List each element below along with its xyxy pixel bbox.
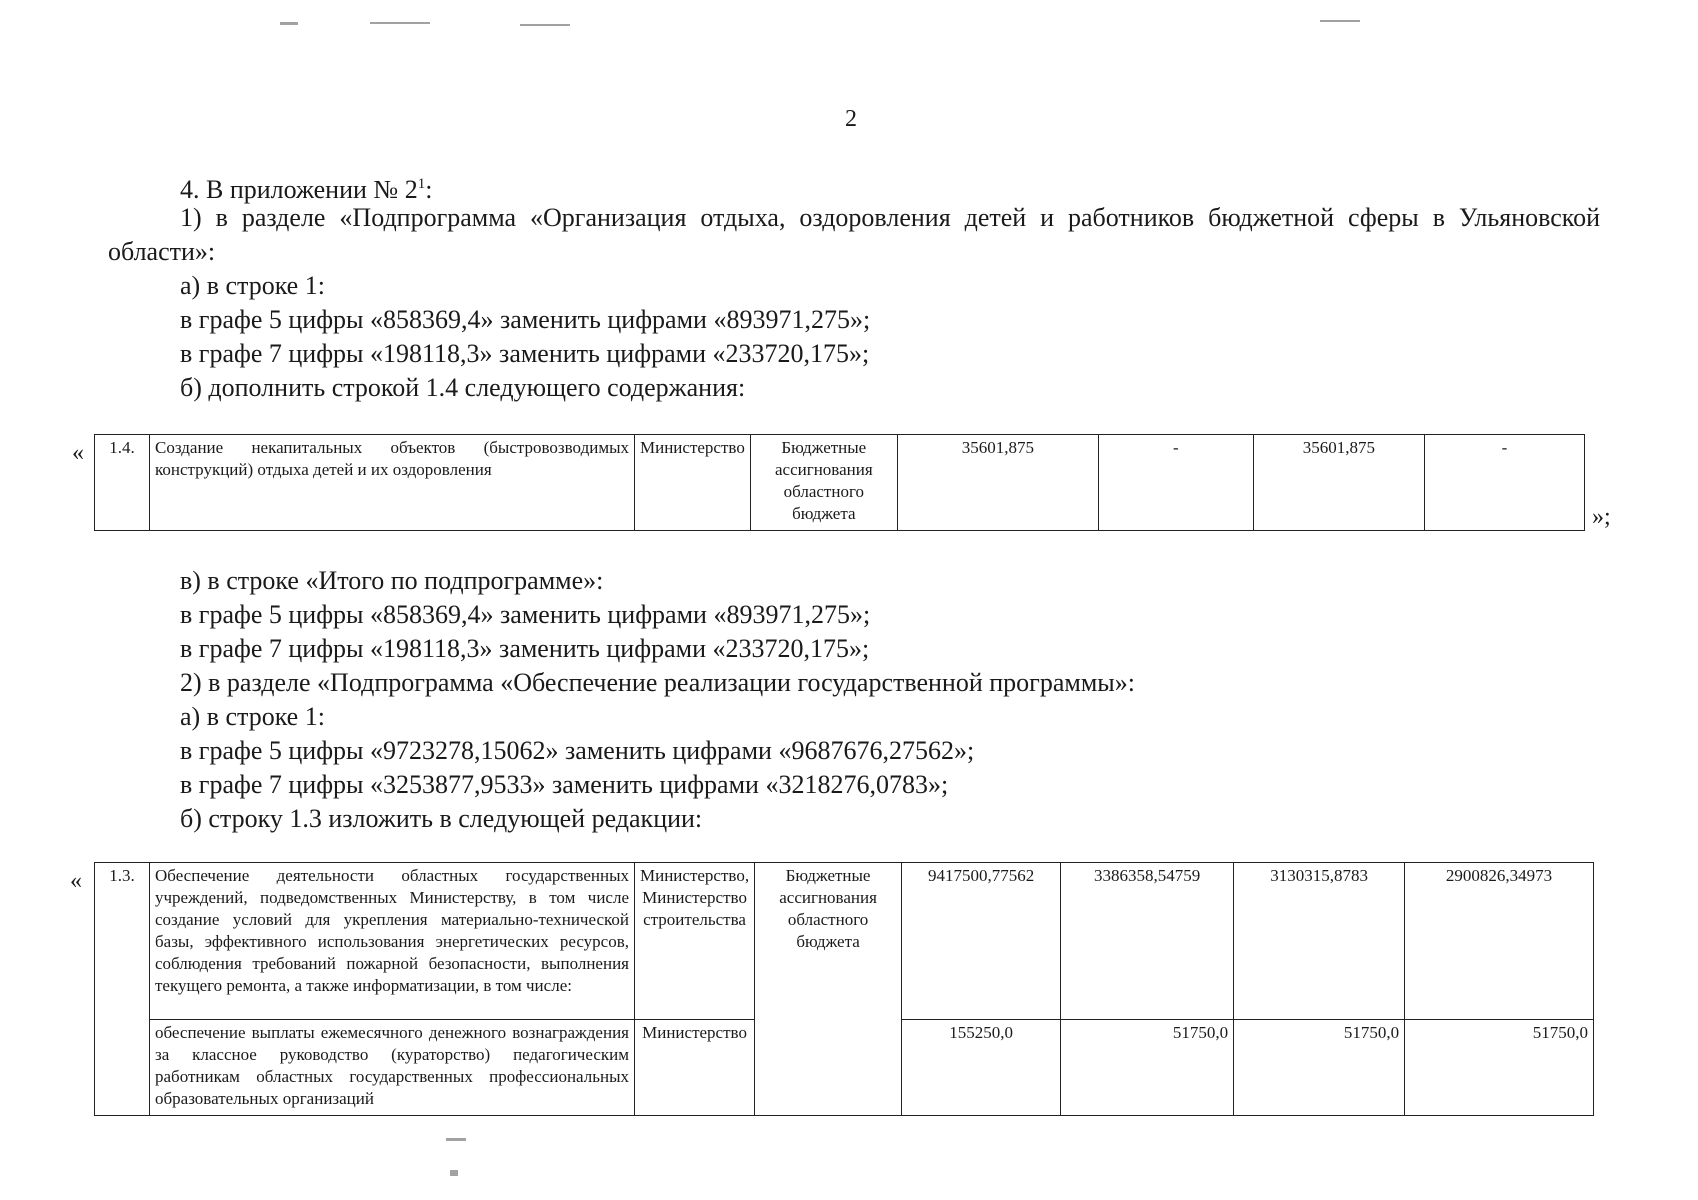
row-year1: 51750,0 <box>1061 1020 1234 1116</box>
paragraph-1a-column7: в графе 7 цифры «198118,3» заменить цифрами «233720,175»; <box>180 339 870 368</box>
row-name: Обеспечение деятельности областных государственных учреждений, подведомственных Министерству, в том числе создание условий для укрепления материально-технической базы, эффективного использования энергетических ресурсов, соблюдения требований пожарной безопасности, выполнения текущего ремонта, а также информатизации, в том числе: <box>150 863 635 1020</box>
row-year3: 51750,0 <box>1405 1020 1594 1116</box>
row-name: обеспечение выплаты ежемесячного денежного вознаграждения за классное руководство (кураторство) педагогическим работникам областных государственных профессиональных образовательных организаций <box>150 1020 635 1116</box>
row-name: Создание некапитальных объектов (быстровозводимых конструкций) отдыха детей и их оздоровления <box>150 435 635 531</box>
paragraph-2a-column5: в графе 5 цифры «9723278,15062» заменить цифрами «9687676,27562»; <box>180 736 975 765</box>
row-year2: 3130315,8783 <box>1234 863 1405 1020</box>
table-row <box>95 863 1594 1020</box>
row-source: Бюджетные ассигнования областного бюджета <box>755 863 902 1116</box>
row-executor: Министерство, Министерство строительства <box>635 863 755 1020</box>
row-executor: Министерство <box>635 435 751 531</box>
paragraph-1a-column5: в графе 5 цифры «858369,4» заменить цифрами «893971,275»; <box>180 305 871 334</box>
row-year1: 3386358,54759 <box>1061 863 1234 1020</box>
scan-artifact <box>450 1170 458 1176</box>
row-total: 35601,875 <box>897 435 1098 531</box>
row-year3: - <box>1424 435 1584 531</box>
open-quote: « <box>72 440 84 466</box>
paragraph-2: 2) в разделе «Подпрограмма «Обеспечение реализации государственной программы»: <box>180 668 1135 697</box>
table-row <box>95 435 1585 531</box>
paragraph-2a: а) в строке 1: <box>180 702 325 731</box>
row-source: Бюджетные ассигнования областного бюджета <box>750 435 897 531</box>
paragraph-v-column7: в графе 7 цифры «198118,3» заменить цифрами «233720,175»; <box>180 634 870 663</box>
row-number: 1.4. <box>95 435 150 531</box>
scan-artifact <box>520 24 570 26</box>
page-number: 2 <box>845 106 857 132</box>
row-year2: 35601,875 <box>1253 435 1424 531</box>
paragraph-v-column5: в графе 5 цифры «858369,4» заменить цифрами «893971,275»; <box>180 600 871 629</box>
superscript: 1 <box>417 176 426 192</box>
row-total: 155250,0 <box>902 1020 1061 1116</box>
row-year1: - <box>1098 435 1253 531</box>
paragraph-1: 1) в разделе «Подпрограмма «Организация отдыха, оздоровления детей и работников бюджетной сферы в Ульяновской области»: <box>108 203 1600 266</box>
table-row-1-4 <box>94 434 1585 531</box>
row-number: 1.3. <box>95 863 150 1116</box>
scan-artifact <box>1320 20 1360 22</box>
paragraph-1a: а) в строке 1: <box>180 271 325 300</box>
paragraph-1b: б) дополнить строкой 1.4 следующего содержания: <box>180 373 746 402</box>
row-year3: 2900826,34973 <box>1405 863 1594 1020</box>
close-quote: »; <box>1592 504 1611 530</box>
row-total: 9417500,77562 <box>902 863 1061 1020</box>
scan-artifact <box>280 22 298 25</box>
open-quote: « <box>70 868 82 894</box>
paragraph-2a-column7: в графе 7 цифры «3253877,9533» заменить цифрами «3218276,0783»; <box>180 770 949 799</box>
item-4-heading: 4. В приложении № $2^1$: <box>180 175 433 204</box>
paragraph-2b: б) строку 1.3 изложить в следующей редакции: <box>180 804 703 833</box>
paragraph-v: в) в строке «Итого по подпрограмме»: <box>180 566 604 595</box>
table-row-1-3 <box>94 862 1594 1116</box>
scan-artifact <box>446 1138 466 1141</box>
scan-artifact <box>370 22 430 24</box>
row-year2: 51750,0 <box>1234 1020 1405 1116</box>
row-executor: Министерство <box>635 1020 755 1116</box>
